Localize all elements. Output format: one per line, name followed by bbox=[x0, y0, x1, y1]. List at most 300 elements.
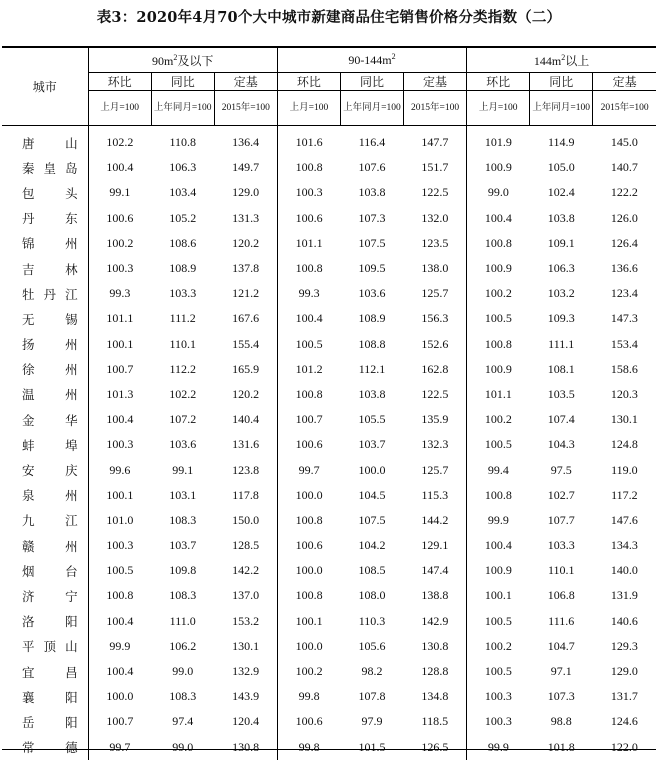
city-name: 锦州 bbox=[22, 236, 78, 252]
index-value: 123.8 bbox=[232, 462, 260, 477]
index-value: 97.1 bbox=[550, 664, 572, 679]
index-value: 103.6 bbox=[169, 437, 197, 452]
index-value: 106.8 bbox=[547, 588, 575, 603]
index-value: 98.8 bbox=[550, 714, 572, 729]
index-value: 100.1 bbox=[88, 483, 151, 508]
index-value: 107.7 bbox=[547, 512, 575, 527]
index-value: 100.4 bbox=[467, 533, 530, 558]
index-value: 106.3 bbox=[169, 160, 197, 175]
index-value: 100.8 bbox=[467, 332, 530, 357]
index-value: 131.3 bbox=[232, 210, 260, 225]
index-value: 100.0 bbox=[277, 634, 340, 659]
index-value: 99.7 bbox=[88, 735, 151, 760]
index-value: 104.7 bbox=[547, 638, 575, 653]
index-value: 100.9 bbox=[467, 155, 530, 180]
table-row bbox=[2, 306, 656, 331]
index-value: 120.2 bbox=[232, 235, 260, 250]
table-row bbox=[2, 609, 656, 634]
index-value: 110.8 bbox=[169, 135, 196, 150]
index-value: 105.0 bbox=[547, 160, 575, 175]
index-value: 99.9 bbox=[88, 634, 151, 659]
index-value: 107.3 bbox=[547, 689, 575, 704]
index-value: 100.5 bbox=[467, 659, 530, 684]
index-value: 100.5 bbox=[467, 609, 530, 634]
table-row bbox=[2, 382, 656, 407]
index-value: 108.5 bbox=[358, 563, 386, 578]
index-value: 100.8 bbox=[467, 483, 530, 508]
sub-header-row bbox=[2, 73, 656, 91]
city-name: 宜昌 bbox=[22, 664, 78, 680]
table-row bbox=[2, 684, 656, 709]
index-value: 103.3 bbox=[547, 538, 575, 553]
index-value: 103.6 bbox=[358, 286, 386, 301]
index-value: 152.6 bbox=[421, 336, 449, 351]
index-value: 104.5 bbox=[358, 487, 386, 502]
index-value: 122.5 bbox=[421, 386, 449, 401]
table-row bbox=[2, 357, 656, 382]
index-value: 120.2 bbox=[232, 386, 260, 401]
city-name: 无锡 bbox=[22, 311, 78, 327]
city-name: 徐州 bbox=[22, 362, 78, 378]
index-value: 101.9 bbox=[467, 126, 530, 156]
city-name: 平顶山 bbox=[22, 639, 78, 655]
table-header bbox=[2, 48, 656, 126]
index-value: 130.1 bbox=[610, 412, 638, 427]
index-value: 142.2 bbox=[232, 563, 260, 578]
index-value: 108.0 bbox=[358, 588, 386, 603]
city-name: 泉州 bbox=[22, 488, 78, 504]
index-value: 109.1 bbox=[547, 235, 575, 250]
index-value: 129.0 bbox=[610, 664, 638, 679]
index-value: 107.3 bbox=[358, 210, 386, 225]
index-value: 129.1 bbox=[421, 538, 449, 553]
index-value: 140.0 bbox=[610, 563, 638, 578]
table-row bbox=[2, 432, 656, 457]
index-value: 129.3 bbox=[610, 638, 638, 653]
group-header-small: $90m^2$及以下 bbox=[88, 48, 277, 73]
index-value: 100.8 bbox=[277, 155, 340, 180]
index-value: 103.8 bbox=[547, 210, 575, 225]
index-value: 150.0 bbox=[232, 512, 260, 527]
index-value: 147.3 bbox=[610, 311, 638, 326]
index-value: 104.3 bbox=[547, 437, 575, 452]
sub-header-0-0: 环比 bbox=[88, 73, 151, 91]
index-value: 153.4 bbox=[610, 336, 638, 351]
index-value: 101.5 bbox=[358, 739, 386, 754]
price-index-table bbox=[2, 48, 656, 760]
base-header-0-0: 上月=100 bbox=[88, 91, 151, 126]
index-value: 99.8 bbox=[277, 684, 340, 709]
city-name: 扬州 bbox=[22, 337, 78, 353]
index-value: 100.3 bbox=[88, 256, 151, 281]
index-value: 100.4 bbox=[467, 206, 530, 231]
index-value: 147.6 bbox=[610, 512, 638, 527]
index-value: 147.4 bbox=[421, 563, 449, 578]
sub-header-0-2: 定基 bbox=[214, 73, 277, 91]
city-name: 襄阳 bbox=[22, 689, 78, 705]
index-value: 137.8 bbox=[232, 261, 260, 276]
index-value: 143.9 bbox=[232, 689, 260, 704]
index-value: 100.4 bbox=[88, 609, 151, 634]
city-name: 常德 bbox=[22, 740, 78, 756]
city-name: 秦皇岛 bbox=[22, 160, 78, 176]
index-value: 100.0 bbox=[277, 558, 340, 583]
index-value: 130.8 bbox=[232, 739, 260, 754]
index-value: 100.5 bbox=[88, 558, 151, 583]
index-value: 108.3 bbox=[169, 689, 197, 704]
index-value: 126.4 bbox=[610, 235, 638, 250]
page-title: 表3：2020年4月70个大中城市新建商品住宅销售价格分类指数（二） bbox=[96, 9, 562, 26]
index-value: 158.6 bbox=[610, 361, 638, 376]
index-value: 99.9 bbox=[467, 508, 530, 533]
index-value: 99.0 bbox=[467, 180, 530, 205]
index-value: 100.8 bbox=[277, 583, 340, 608]
index-value: 100.5 bbox=[467, 306, 530, 331]
table-row bbox=[2, 332, 656, 357]
index-value: 111.1 bbox=[548, 336, 575, 351]
index-value: 117.2 bbox=[611, 487, 638, 502]
index-value: 100.4 bbox=[88, 155, 151, 180]
index-value: 97.5 bbox=[550, 462, 572, 477]
index-value: 155.4 bbox=[232, 336, 260, 351]
index-value: 110.3 bbox=[358, 613, 386, 628]
index-value: 109.8 bbox=[169, 563, 197, 578]
table-row bbox=[2, 735, 656, 760]
index-value: 142.9 bbox=[421, 613, 449, 628]
index-value: 108.3 bbox=[169, 588, 197, 603]
base-header-1-2: 2015年=100 bbox=[404, 91, 467, 126]
index-value: 118.5 bbox=[421, 714, 449, 729]
index-value: 125.7 bbox=[421, 462, 449, 477]
index-value: 122.5 bbox=[421, 185, 449, 200]
sub-header-2-2: 定基 bbox=[593, 73, 656, 91]
base-header-2-1: 上年同月=100 bbox=[530, 91, 593, 126]
base-header-2-0: 上月=100 bbox=[467, 91, 530, 126]
city-name: 温州 bbox=[22, 387, 78, 403]
index-value: 100.8 bbox=[277, 382, 340, 407]
index-value: 140.4 bbox=[232, 412, 260, 427]
index-value: 103.4 bbox=[169, 185, 197, 200]
index-value: 100.0 bbox=[277, 483, 340, 508]
index-value: 100.8 bbox=[277, 256, 340, 281]
index-value: 100.6 bbox=[277, 533, 340, 558]
index-value: 121.2 bbox=[232, 286, 260, 301]
index-value: 99.4 bbox=[467, 457, 530, 482]
index-value: 100.2 bbox=[467, 281, 530, 306]
index-value: 100.3 bbox=[88, 432, 151, 457]
index-value: 117.8 bbox=[232, 487, 259, 502]
city-name: 金华 bbox=[22, 412, 78, 428]
index-value: 110.1 bbox=[169, 336, 196, 351]
index-value: 101.3 bbox=[88, 382, 151, 407]
table-row bbox=[2, 407, 656, 432]
table-row bbox=[2, 457, 656, 482]
index-value: 99.1 bbox=[172, 462, 194, 477]
index-value: 108.6 bbox=[169, 235, 197, 250]
index-value: 99.1 bbox=[88, 180, 151, 205]
index-value: 97.4 bbox=[172, 714, 194, 729]
index-value: 99.0 bbox=[172, 739, 194, 754]
index-value: 147.7 bbox=[421, 135, 449, 150]
index-value: 124.8 bbox=[610, 437, 638, 452]
index-value: 100.6 bbox=[88, 206, 151, 231]
index-value: 100.8 bbox=[467, 231, 530, 256]
table-body bbox=[2, 126, 656, 760]
index-value: 103.2 bbox=[547, 286, 575, 301]
table-row bbox=[2, 281, 656, 306]
index-value: 138.0 bbox=[421, 261, 449, 276]
index-value: 100.0 bbox=[358, 462, 386, 477]
city-name: 岳阳 bbox=[22, 714, 78, 730]
city-name: 赣州 bbox=[22, 538, 78, 554]
index-value: 100.9 bbox=[467, 256, 530, 281]
index-value: 102.2 bbox=[88, 126, 151, 156]
index-value: 109.3 bbox=[547, 311, 575, 326]
table-row bbox=[2, 659, 656, 684]
index-value: 103.8 bbox=[358, 185, 386, 200]
table-row bbox=[2, 483, 656, 508]
index-value: 103.7 bbox=[358, 437, 386, 452]
index-value: 108.9 bbox=[358, 311, 386, 326]
index-value: 108.3 bbox=[169, 512, 197, 527]
index-value: 165.9 bbox=[232, 361, 260, 376]
index-value: 131.7 bbox=[610, 689, 638, 704]
index-value: 111.2 bbox=[169, 311, 196, 326]
index-value: 135.9 bbox=[421, 412, 449, 427]
index-value: 112.1 bbox=[358, 361, 386, 376]
base-header-row bbox=[2, 91, 656, 126]
index-value: 128.8 bbox=[421, 664, 449, 679]
index-value: 109.5 bbox=[358, 261, 386, 276]
base-header-1-0: 上月=100 bbox=[277, 91, 340, 126]
index-value: 103.1 bbox=[169, 487, 197, 502]
index-value: 105.6 bbox=[358, 638, 386, 653]
group-header-large: $144m^2$以上 bbox=[467, 48, 656, 73]
index-value: 120.3 bbox=[610, 386, 638, 401]
index-value: 101.1 bbox=[277, 231, 340, 256]
index-value: 108.9 bbox=[169, 261, 197, 276]
index-value: 108.1 bbox=[547, 361, 575, 376]
index-value: 100.2 bbox=[467, 634, 530, 659]
index-value: 100.2 bbox=[467, 407, 530, 432]
index-value: 123.4 bbox=[610, 286, 638, 301]
city-name: 济宁 bbox=[22, 588, 78, 604]
index-value: 103.8 bbox=[358, 386, 386, 401]
city-name: 牡丹江 bbox=[22, 286, 78, 302]
index-value: 112.2 bbox=[169, 361, 196, 376]
table-row bbox=[2, 126, 656, 156]
index-value: 101.2 bbox=[277, 357, 340, 382]
sub-header-2-0: 环比 bbox=[467, 73, 530, 91]
city-name: 烟台 bbox=[22, 563, 78, 579]
index-value: 100.1 bbox=[467, 583, 530, 608]
index-value: 104.2 bbox=[358, 538, 386, 553]
index-value: 130.1 bbox=[232, 638, 260, 653]
index-value: 103.3 bbox=[169, 286, 197, 301]
index-value: 100.3 bbox=[467, 709, 530, 734]
index-value: 100.3 bbox=[277, 180, 340, 205]
index-value: 100.8 bbox=[88, 583, 151, 608]
index-value: 99.6 bbox=[88, 457, 151, 482]
index-value: 100.3 bbox=[467, 684, 530, 709]
sub-header-1-2: 定基 bbox=[404, 73, 467, 91]
index-value: 114.9 bbox=[547, 135, 575, 150]
index-value: 100.6 bbox=[277, 709, 340, 734]
index-value: 140.7 bbox=[610, 160, 638, 175]
index-value: 116.4 bbox=[358, 135, 386, 150]
index-value: 100.7 bbox=[88, 709, 151, 734]
index-value: 151.7 bbox=[421, 160, 449, 175]
index-value: 123.5 bbox=[421, 235, 449, 250]
index-value: 107.6 bbox=[358, 160, 386, 175]
index-value: 119.0 bbox=[611, 462, 638, 477]
table-row bbox=[2, 206, 656, 231]
base-header-0-1: 上年同月=100 bbox=[151, 91, 214, 126]
city-name: 吉林 bbox=[22, 261, 78, 277]
index-value: 110.1 bbox=[547, 563, 575, 578]
city-name: 丹东 bbox=[22, 211, 78, 227]
index-value: 107.5 bbox=[358, 235, 386, 250]
index-value: 100.5 bbox=[277, 332, 340, 357]
index-value: 99.9 bbox=[467, 735, 530, 760]
index-value: 101.1 bbox=[88, 306, 151, 331]
index-value: 115.3 bbox=[421, 487, 449, 502]
index-value: 100.3 bbox=[88, 533, 151, 558]
index-value: 132.9 bbox=[232, 664, 260, 679]
table-row bbox=[2, 558, 656, 583]
index-value: 106.2 bbox=[169, 638, 197, 653]
index-value: 105.2 bbox=[169, 210, 197, 225]
city-column-header: 城市 bbox=[2, 48, 88, 126]
index-value: 100.1 bbox=[88, 332, 151, 357]
index-value: 124.6 bbox=[610, 714, 638, 729]
index-value: 134.8 bbox=[421, 689, 449, 704]
index-value: 100.4 bbox=[88, 407, 151, 432]
index-value: 107.8 bbox=[358, 689, 386, 704]
index-value: 111.0 bbox=[169, 613, 196, 628]
city-name: 蚌埠 bbox=[22, 437, 78, 453]
index-value: 106.3 bbox=[547, 261, 575, 276]
table-row bbox=[2, 508, 656, 533]
index-value: 136.6 bbox=[610, 261, 638, 276]
city-name: 唐山 bbox=[22, 135, 78, 151]
index-value: 100.8 bbox=[277, 508, 340, 533]
index-value: 100.5 bbox=[467, 432, 530, 457]
index-value: 100.7 bbox=[277, 407, 340, 432]
index-value: 132.0 bbox=[421, 210, 449, 225]
index-value: 107.5 bbox=[358, 512, 386, 527]
index-value: 140.6 bbox=[610, 613, 638, 628]
index-value: 122.0 bbox=[610, 739, 638, 754]
index-value: 99.3 bbox=[277, 281, 340, 306]
index-value: 102.4 bbox=[547, 185, 575, 200]
index-value: 103.7 bbox=[169, 538, 197, 553]
sub-header-1-1: 同比 bbox=[340, 73, 403, 91]
index-value: 167.6 bbox=[232, 311, 260, 326]
index-value: 130.8 bbox=[421, 638, 449, 653]
city-name: 包头 bbox=[22, 185, 78, 201]
index-value: 100.7 bbox=[88, 357, 151, 382]
index-value: 102.2 bbox=[169, 386, 197, 401]
index-value: 100.9 bbox=[467, 558, 530, 583]
index-value: 99.0 bbox=[172, 664, 194, 679]
city-name: 九江 bbox=[22, 513, 78, 529]
index-value: 136.4 bbox=[232, 135, 260, 150]
index-value: 100.6 bbox=[277, 432, 340, 457]
base-header-2-2: 2015年=100 bbox=[593, 91, 656, 126]
index-value: 126.5 bbox=[421, 739, 449, 754]
index-value: 129.0 bbox=[232, 185, 260, 200]
index-value: 144.2 bbox=[421, 512, 449, 527]
index-value: 100.9 bbox=[467, 357, 530, 382]
index-value: 145.0 bbox=[610, 135, 638, 150]
index-value: 98.2 bbox=[361, 664, 383, 679]
index-value: 101.6 bbox=[277, 126, 340, 156]
table-row bbox=[2, 583, 656, 608]
index-value: 126.0 bbox=[610, 210, 638, 225]
sub-header-0-1: 同比 bbox=[151, 73, 214, 91]
index-value: 111.6 bbox=[548, 613, 575, 628]
index-value: 120.4 bbox=[232, 714, 260, 729]
table-row bbox=[2, 256, 656, 281]
index-value: 101.1 bbox=[467, 382, 530, 407]
index-value: 100.2 bbox=[88, 231, 151, 256]
table-row bbox=[2, 709, 656, 734]
index-value: 100.0 bbox=[88, 684, 151, 709]
city-name: 洛阳 bbox=[22, 614, 78, 630]
index-value: 107.2 bbox=[169, 412, 197, 427]
index-value: 102.7 bbox=[547, 487, 575, 502]
city-name: 安庆 bbox=[22, 463, 78, 479]
index-value: 162.8 bbox=[421, 361, 449, 376]
index-value: 122.2 bbox=[610, 185, 638, 200]
index-value: 100.6 bbox=[277, 206, 340, 231]
index-value: 101.8 bbox=[547, 739, 575, 754]
index-value: 125.7 bbox=[421, 286, 449, 301]
index-value: 128.5 bbox=[232, 538, 260, 553]
table-row bbox=[2, 180, 656, 205]
index-value: 156.3 bbox=[421, 311, 449, 326]
table-row bbox=[2, 634, 656, 659]
index-value: 100.1 bbox=[277, 609, 340, 634]
index-value: 100.4 bbox=[277, 306, 340, 331]
index-value: 99.3 bbox=[88, 281, 151, 306]
sub-header-1-0: 环比 bbox=[277, 73, 340, 91]
index-value: 108.8 bbox=[358, 336, 386, 351]
index-value: 107.4 bbox=[547, 412, 575, 427]
index-value: 131.6 bbox=[232, 437, 260, 452]
index-value: 149.7 bbox=[232, 160, 260, 175]
index-value: 137.0 bbox=[232, 588, 260, 603]
index-value: 134.3 bbox=[610, 538, 638, 553]
sub-header-2-1: 同比 bbox=[530, 73, 593, 91]
index-value: 103.5 bbox=[547, 386, 575, 401]
group-header-medium: $90-144m^2$ bbox=[277, 48, 466, 73]
table-row bbox=[2, 231, 656, 256]
index-value: 100.4 bbox=[88, 659, 151, 684]
index-value: 153.2 bbox=[232, 613, 260, 628]
index-value: 132.3 bbox=[421, 437, 449, 452]
table-row bbox=[2, 155, 656, 180]
table-row bbox=[2, 533, 656, 558]
index-value: 105.5 bbox=[358, 412, 386, 427]
base-header-0-2: 2015年=100 bbox=[214, 91, 277, 126]
index-value: 138.8 bbox=[421, 588, 449, 603]
index-value: 101.0 bbox=[88, 508, 151, 533]
index-value: 100.2 bbox=[277, 659, 340, 684]
index-value: 97.9 bbox=[361, 714, 383, 729]
index-value: 99.7 bbox=[277, 457, 340, 482]
